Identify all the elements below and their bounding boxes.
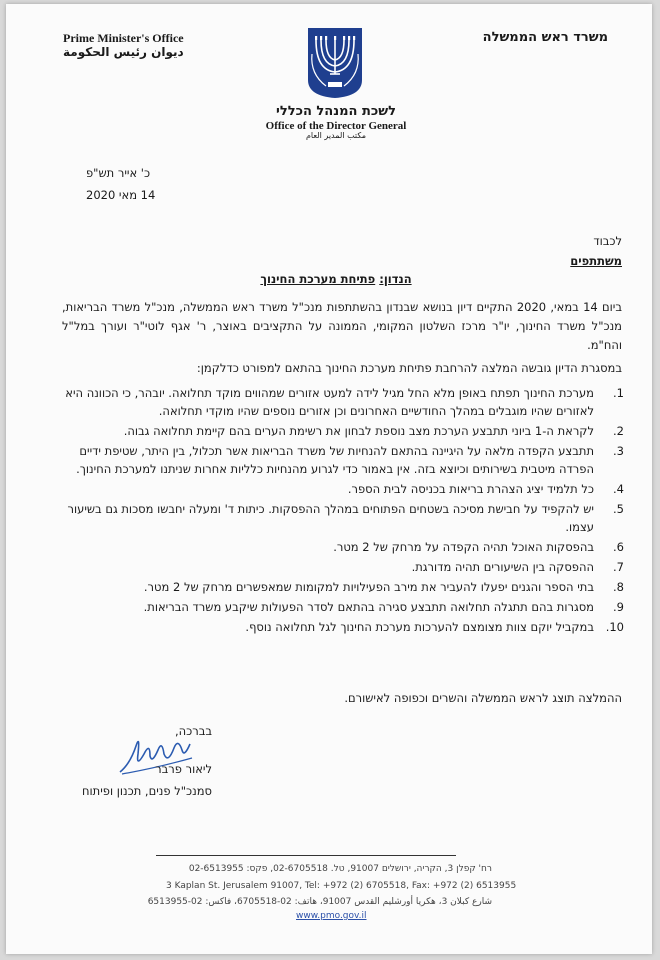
office-name-arabic: ديوان رئيس الحكومة <box>63 45 184 59</box>
list-item <box>44 480 624 498</box>
list-item <box>44 500 624 536</box>
office-name-hebrew: משרד ראש הממשלה <box>482 30 608 45</box>
item-text: כל תלמיד יציג הצהרת בריאות בכניסה לבית הספר. <box>347 482 594 496</box>
footer-website-link[interactable]: www.pmo.gov.il <box>296 911 367 921</box>
list-item <box>44 538 624 556</box>
list-item <box>44 558 624 576</box>
state-emblem-icon <box>304 24 366 100</box>
subject-line <box>66 272 606 286</box>
dg-office-hebrew: לשכת המנהל הכללי <box>276 104 396 119</box>
item-text: לקראת ה-1 ביוני תתבצע הערכת מצב נוספת לבחון את רשימת הערים בהם קיימת תחלואה גבוה. <box>123 424 594 438</box>
footer-address-english: 3 Kaplan St. Jerusalem 91007, Tel: +972 (2) 6705518, Fax: +972 (2) 6513955 <box>166 881 517 891</box>
list-item <box>44 442 624 478</box>
item-number: 2. <box>613 424 624 438</box>
closing-blessing: בברכה, <box>174 724 212 738</box>
subject-text: פתיחת מערכת החינוך <box>260 272 376 286</box>
item-text: במקביל יוקם צוות מצומצם להערכות מערכת החינוך לגל תחלואה נוסף. <box>245 620 594 634</box>
item-number: 5. <box>613 502 624 516</box>
list-item <box>44 578 624 596</box>
footer-address-hebrew: רח' קפלן 3, הקריה, ירושלים 91007, טל. 02-6705518, פקס: 02-6513955 <box>188 864 492 874</box>
item-text: תתבצע הקפדה מלאה על היגיינה בהתאם להנחיות של משרד הבריאות אשר תכלול, בין היתר, שטיפת ידיים הפרדה מיטבית בשירותים וכיוצא בזה. אין באמור כדי לגרוע מהנחיות כלליות אחרות שניתנו למערכת החינוך. <box>76 444 594 476</box>
letter-page <box>6 4 652 954</box>
item-text: יש להקפיד על חבישת מסיכה בשטחים הפתוחים במהלך ההפסקות. כיתות ד' ומעלה יחבשו מסכות גם בשיעור עצמו. <box>67 502 594 534</box>
signer-title: סמנכ"ל פנים, תכנון ופיתוח <box>82 784 212 798</box>
item-number: 3. <box>613 444 624 458</box>
recommendation-list <box>44 384 624 638</box>
item-text: ההפסקה בין השיעורים תהיה מדורגת. <box>411 560 594 574</box>
item-number: 7. <box>613 560 624 574</box>
list-item <box>44 598 624 616</box>
footer-divider <box>156 855 456 856</box>
item-number: 6. <box>613 540 624 554</box>
list-item <box>44 384 624 420</box>
item-text: בתי הספר והגנים יפעלו להעביר את מירב הפעילויות למקומות שמאפשרים מרחק של 2 מטר. <box>143 580 594 594</box>
item-number: 9. <box>613 600 624 614</box>
gregorian-date: 14 מאי 2020 <box>86 188 156 202</box>
dg-office-arabic: مكتب المدير العام <box>305 131 367 140</box>
recipients: משתתפים <box>570 254 622 268</box>
list-item <box>44 618 624 636</box>
office-name-english: Prime Minister's Office <box>63 31 184 45</box>
item-text: מסגרות בהם תתגלה תחלואה תתבצע סגירה בהתאם לסדר הפעולות שיקבע משרד הבריאות. <box>143 600 594 614</box>
dg-office-english: Office of the Director General <box>265 120 407 132</box>
hebrew-date: כ' אייר תש"פ <box>86 166 151 180</box>
conclusion: ההמלצה תוצג לראש הממשלה והשרים וכפופה לאישורם. <box>344 691 622 705</box>
item-text: בהפסקות האוכל תהיה הקפדה על מרחק של 2 מטר. <box>333 540 594 554</box>
recommendation-intro: במסגרת הדיון גובשה המלצה להרחבת פתיחת מערכת החינוך בהתאם למפורט כדלקמן: <box>196 361 622 375</box>
addressee-label: לכבוד <box>593 234 622 248</box>
opening-paragraph: ביום 14 במאי, 2020 התקיים דיון בנושא שבנדון בהשתתפות מנכ"ל משרד ראש הממשלה, מנכ"ל משרד הבריאות, מנכ"ל משרד החינוך, יו"ר מרכז השלטון המקומי, הממונה על התקציבים באוצר, ר' אגף לוטי"ר ועורך במל"ל והח"מ. <box>62 300 623 352</box>
item-number: 1. <box>613 386 624 400</box>
item-number: 4. <box>613 482 624 496</box>
item-number: 10. <box>605 620 624 634</box>
signer-name: ליאור פרבר <box>155 762 212 776</box>
list-item <box>44 422 624 440</box>
subject-label: הנדון: <box>379 272 412 286</box>
item-text: מערכת החינוך תפתח באופן מלא החל מגיל לידה למעט אזורים שמהווים מוקד תחלואה. יובהר, כי הכוונה היא לאזורים שהיו מוגבלים במהלך החודשיים האחרונים וכן אזורים נוספים שהיו מוקדי תחלואה. <box>65 386 594 418</box>
footer-address-arabic: شارع كبلان 3، هكريا أورشليم القدس 91007، هاتف: 02-6705518، فاكس: 02-6513955 <box>147 897 492 907</box>
item-number: 8. <box>613 580 624 594</box>
